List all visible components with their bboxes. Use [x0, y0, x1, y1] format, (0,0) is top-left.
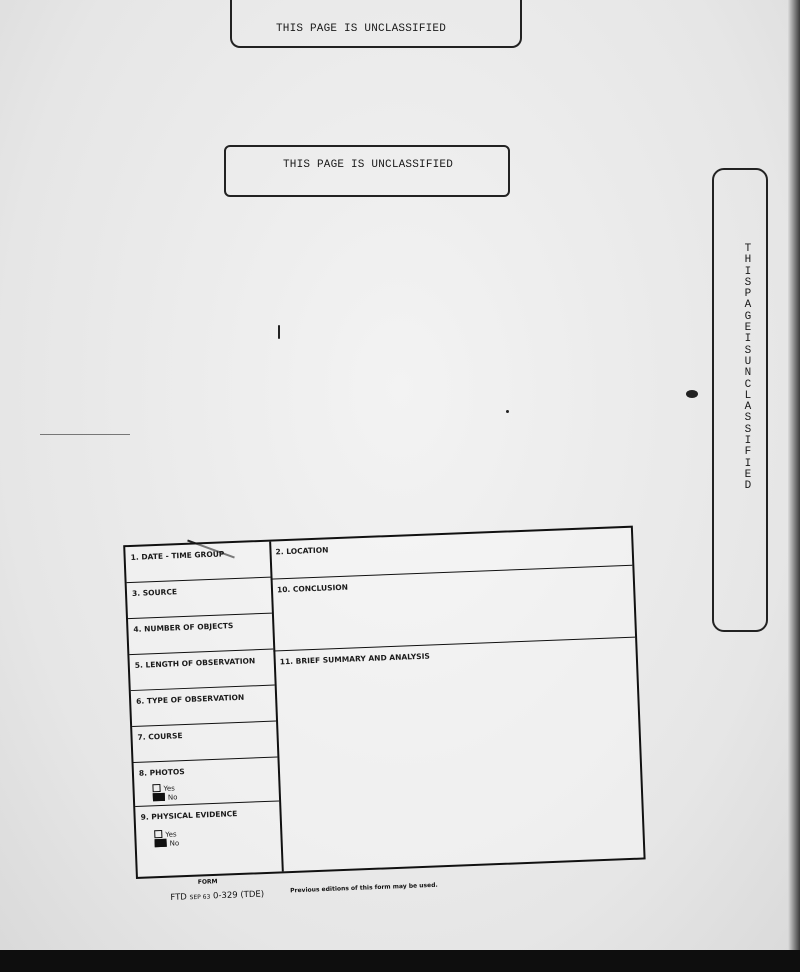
photos-no-checkbox: No [153, 792, 178, 802]
classification-banner-middle [224, 145, 510, 197]
scan-edge-right [788, 0, 800, 972]
form-identifier: FTD SEP 63 0-329 (TDE) [170, 889, 265, 903]
project-form [123, 526, 645, 879]
ink-mark [278, 325, 280, 339]
evidence-no-checkbox: No [154, 838, 179, 848]
form-right-column [269, 528, 643, 872]
field-brief-summary: 11. BRIEF SUMMARY AND ANALYSIS [279, 651, 430, 667]
classification-banner-top [230, 0, 522, 48]
evidence-yes-checkbox: Yes [154, 829, 177, 839]
field-photos: 8. PHOTOS Yes No [134, 757, 280, 806]
classification-banner-side [712, 168, 768, 632]
field-number-of-objects: 4. NUMBER OF OBJECTS [128, 614, 273, 656]
field-physical-evidence: 9. PHYSICAL EVIDENCE Yes No [140, 809, 238, 848]
field-date-time-group: 1. DATE - TIME GROUP [125, 542, 270, 584]
field-type-of-observation: 6. TYPE OF OBSERVATION [131, 686, 276, 728]
scan-edge-bottom [0, 950, 800, 972]
field-location: 2. LOCATION [269, 528, 632, 580]
form-editions-note: Previous editions of this form may be used. [290, 881, 438, 895]
field-source: 3. SOURCE [127, 578, 272, 620]
field-conclusion: 10. CONCLUSION [271, 566, 635, 652]
ink-speck [506, 410, 509, 413]
classification-text-side: THIS PAGE IS UNCLASSIFIED [744, 243, 752, 493]
ink-blot [686, 390, 698, 398]
classification-text-middle: THIS PAGE IS UNCLASSIFIED [283, 159, 454, 171]
field-course: 7. COURSE [132, 722, 277, 764]
photos-yes-checkbox: Yes [152, 783, 175, 793]
form-left-column [125, 542, 284, 877]
form-word: FORM [197, 878, 218, 886]
classification-text-top: THIS PAGE IS UNCLASSIFIED [276, 23, 447, 35]
field-length-of-observation: 5. LENGTH OF OBSERVATION [129, 650, 274, 692]
scan-line [40, 434, 130, 435]
